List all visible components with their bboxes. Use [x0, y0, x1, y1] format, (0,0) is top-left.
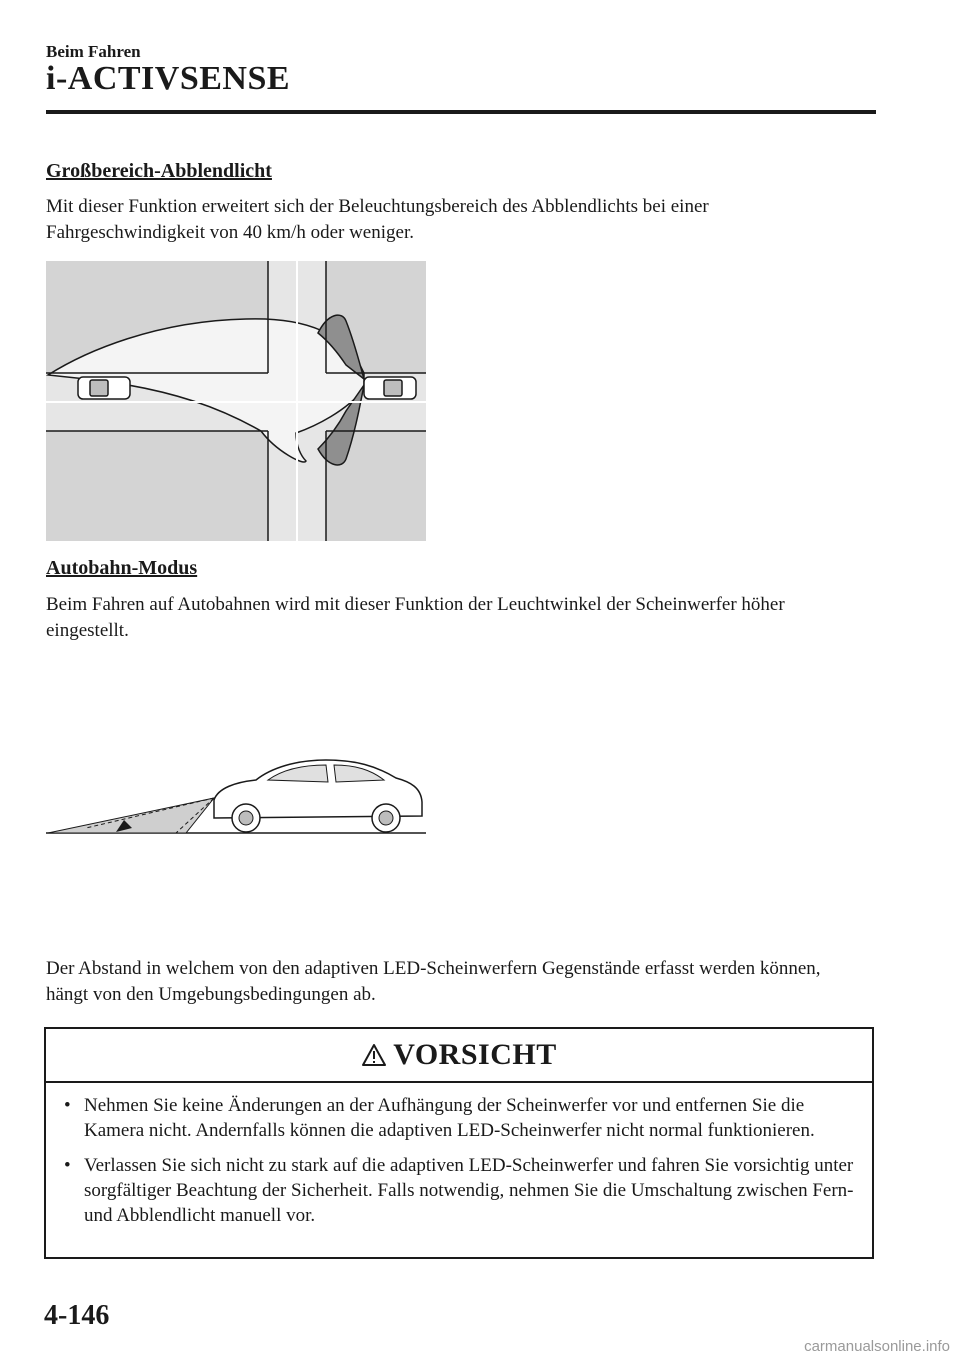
- caution-item-text: Nehmen Sie keine Änderungen an der Aufhängung der Scheinwerfer vor und entfernen Sie die Kamera nicht. Andernfalls können die adaptiven LED-Scheinwerfer nicht normal funktionieren.: [84, 1095, 815, 1141]
- bullet-icon: •: [64, 1095, 71, 1116]
- distance-note: Der Abstand in welchem von den adaptiven LED-Scheinwerfern Gegenstände erfasst werden können, hängt von den Umgebungsbedingungen ab.: [46, 958, 821, 1005]
- highway-heading: Autobahn-Modus: [46, 557, 198, 579]
- page-number: 4-146: [44, 1300, 110, 1331]
- wide-area-text: Mit dieser Funktion erweitert sich der Beleuchtungsbereich des Abblendlichts bei einer Fahrgeschwindigkeit von 40 km/h oder weniger.: [46, 196, 709, 243]
- watermark: carmanualsonline.info: [804, 1338, 950, 1355]
- header-divider: [46, 110, 876, 114]
- chapter-title: i-ACTIVSENSE: [46, 60, 291, 97]
- highway-text: Beim Fahren auf Autobahnen wird mit dieser Funktion der Leuchtwinkel der Scheinwerfer höher eingestellt.: [46, 594, 785, 641]
- section-label: Beim Fahren: [46, 42, 141, 61]
- warning-icon: [361, 1043, 387, 1067]
- caution-item: [64, 1093, 854, 1143]
- intersection-illustration: [46, 261, 426, 541]
- caution-item-text: Verlassen Sie sich nicht zu stark auf die adaptiven LED-Scheinwerfer und fahren Sie vorsichtig unter sorgfältiger Beachtung der Sicherheit. Falls notwendig, nehmen Sie die Umschaltung zwischen Fern- und Abblendlicht manuell vor.: [84, 1155, 854, 1226]
- caution-box: [44, 1027, 874, 1259]
- caution-title: VORSICHT: [393, 1038, 557, 1071]
- caution-header: [46, 1029, 872, 1083]
- caution-list: [46, 1083, 872, 1228]
- wide-area-heading: Großbereich-Abblendlicht: [46, 160, 272, 182]
- bullet-icon: •: [64, 1155, 71, 1176]
- highway-car-illustration: [46, 740, 426, 840]
- caution-item: [64, 1153, 854, 1228]
